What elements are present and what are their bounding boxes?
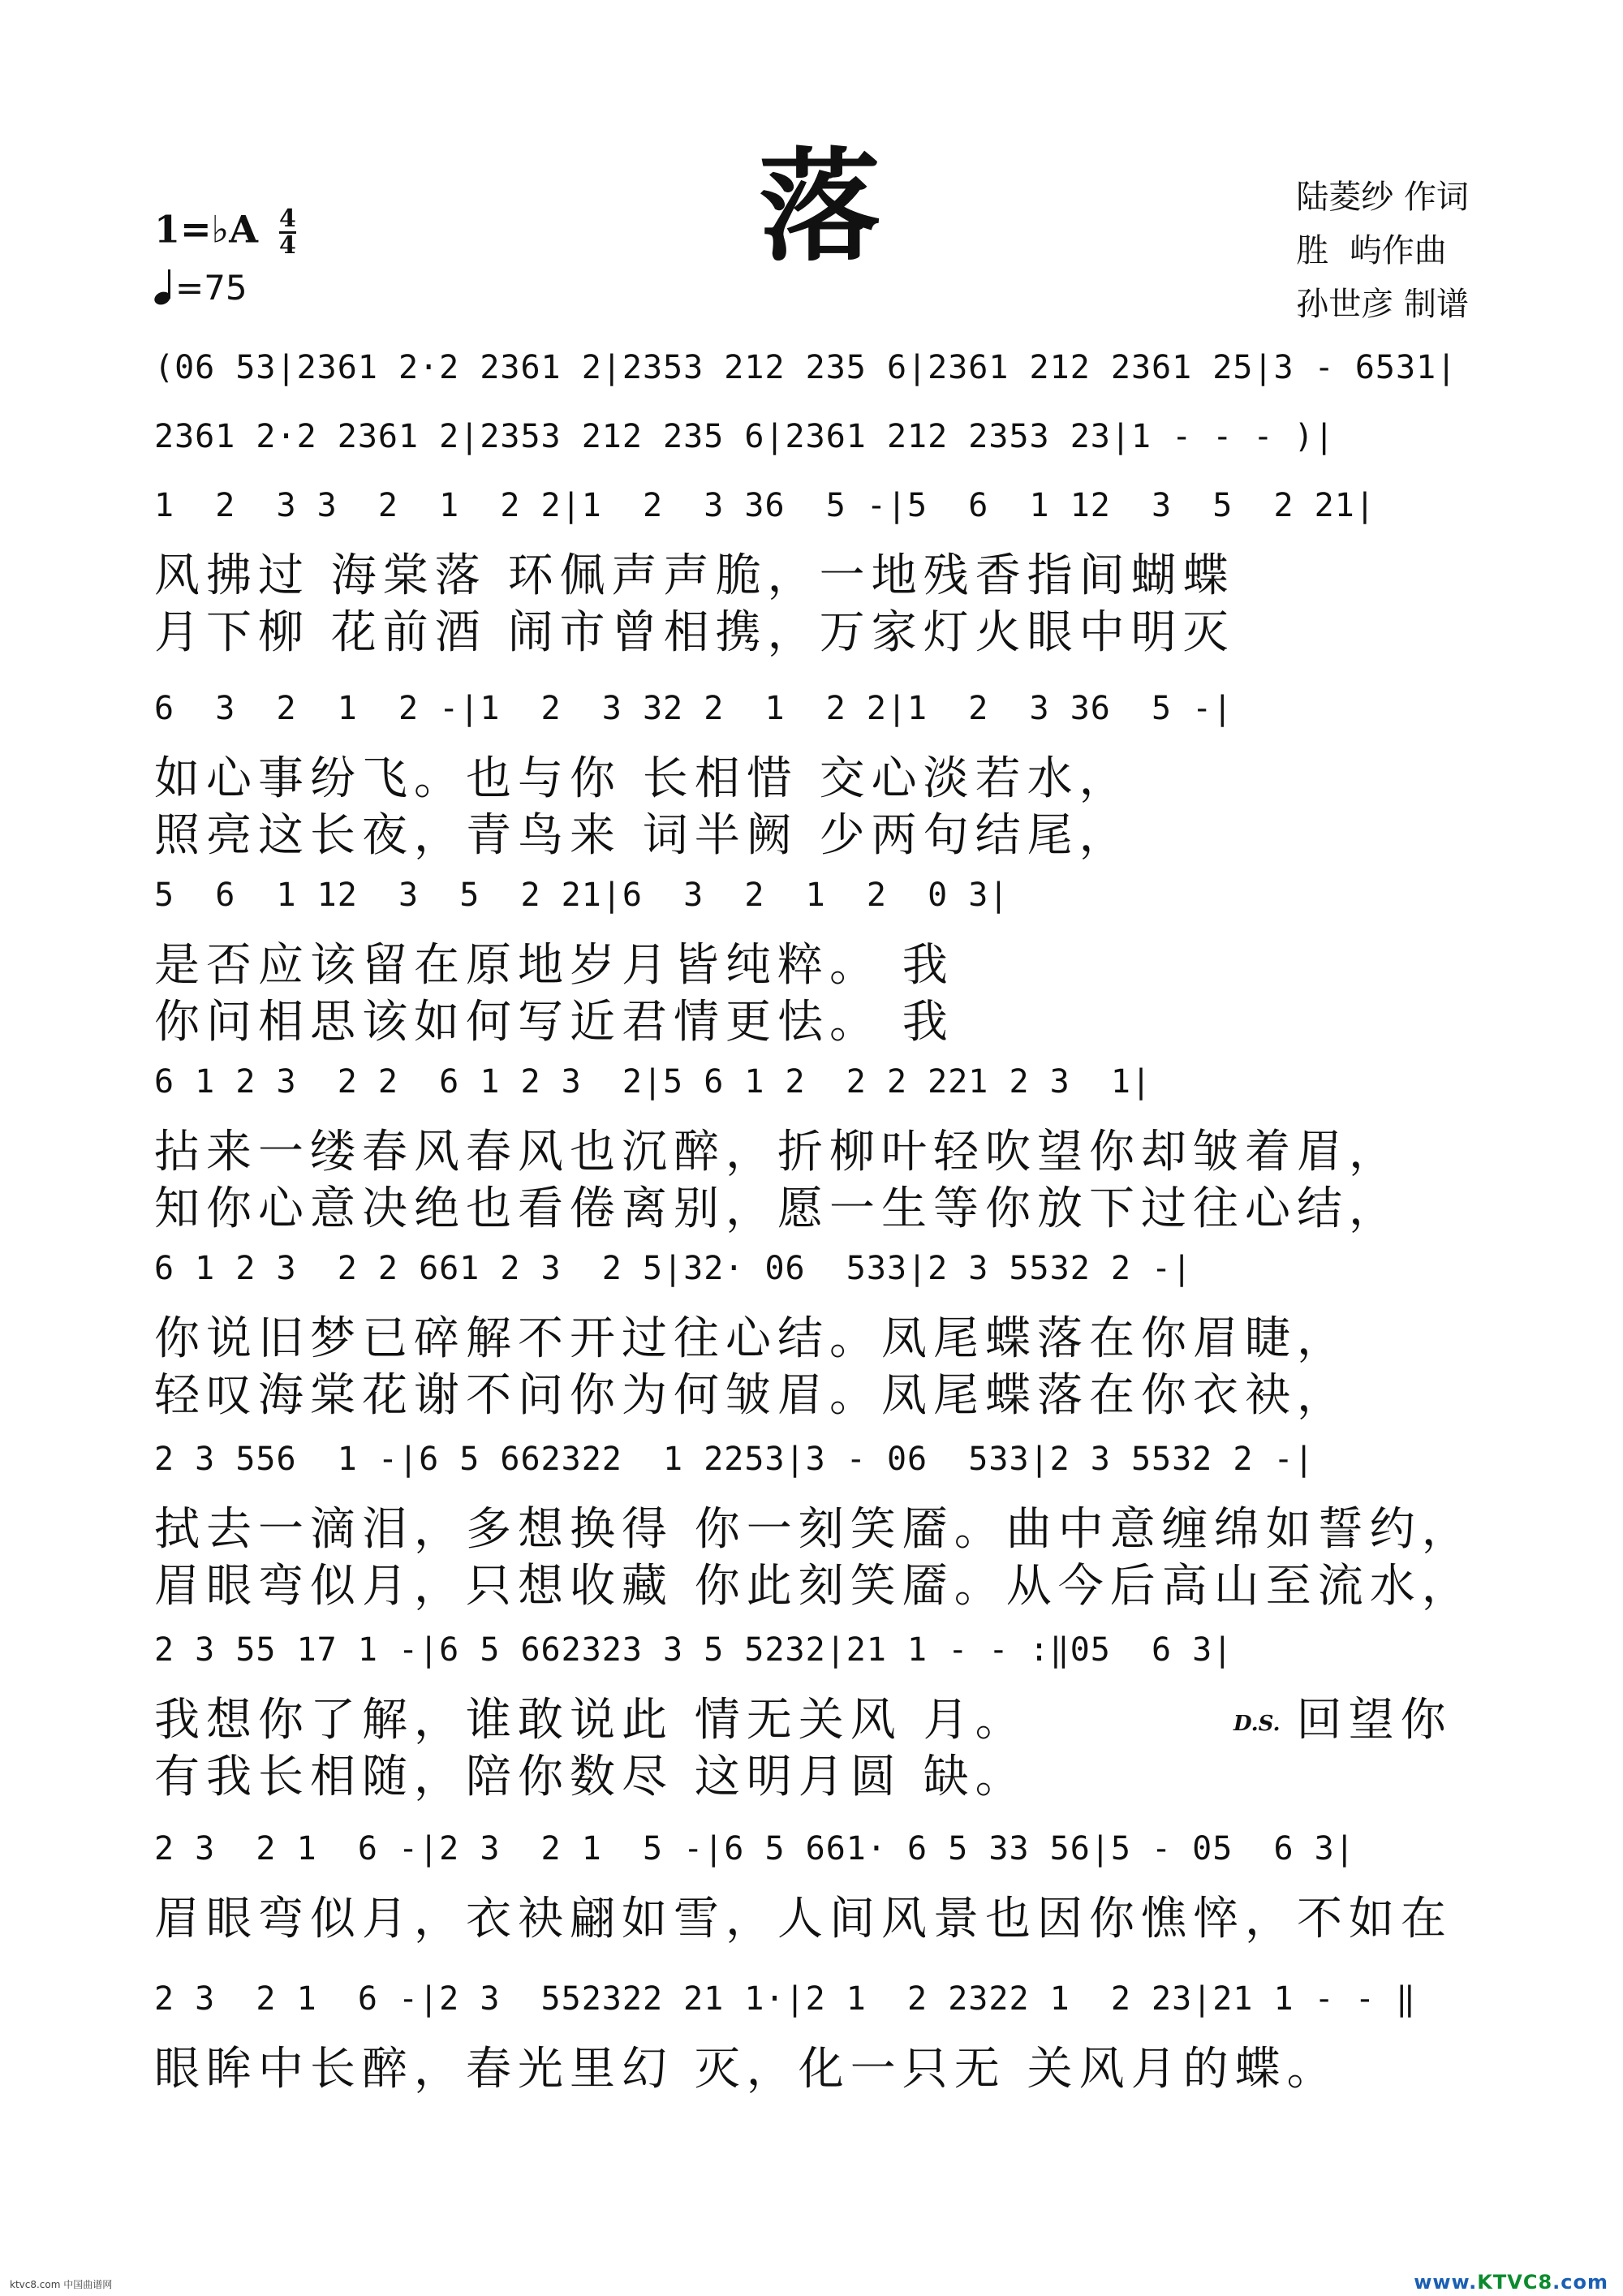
notation-row: 6 3 2 1 2 -|1 2 3 32 2 1 2 2|1 2 3 36 5 -|	[154, 690, 1233, 727]
notation-row: 2 3 2 1 6 -|2 3 552322 21 1·|2 1 2 2322 1 2 23|21 1 - - ‖	[154, 1980, 1417, 2018]
lyric-line: 拈来一缕春风春风也沉醉，折柳叶轻吹望你却皱着眉，	[154, 1126, 1401, 1178]
lyric-line: 是否应该留在原地岁月皆纯粹。 我	[154, 939, 954, 992]
footer-site-text: ktvc8.com 中国曲谱网	[10, 2279, 113, 2290]
lyricist: 陆菱纱 作词	[1296, 179, 1469, 216]
lyric-line: 轻叹海棠花谢不问你为何皱眉。凤尾蝶落在你衣袂，	[154, 1369, 1349, 1422]
key-label: 1=♭A	[154, 207, 258, 252]
lyric-line: 风拂过 海棠落 环佩声声脆，一地残香指间蝴蝶	[154, 549, 1235, 602]
key-signature	[154, 207, 296, 258]
lyric-line: 眉眼弯似月，只想收藏 你此刻笑靥。从今后高山至流水，	[154, 1560, 1474, 1613]
time-signature	[279, 207, 296, 258]
lyric-line: 你问相思该如何写近君情更怯。 我	[154, 996, 954, 1049]
lyric-line: 拭去一滴泪，多想换得 你一刻笑靥。曲中意缠绵如誓约，	[154, 1503, 1474, 1556]
lyric-line: 有我长相随，陪你数尽 这明月圆 缺。	[154, 1751, 1027, 1803]
ds-marking: D.S.	[1233, 1711, 1281, 1736]
quarter-note-icon	[154, 269, 175, 304]
lyric-line: 知你心意决绝也看倦离别，愿一生等你放下过往心结，	[154, 1182, 1401, 1235]
notation-row: (06 53|2361 2·2 2361 2|2353 212 235 6|2361 212 2361 25|3 - 6531|	[154, 349, 1457, 386]
lyric-line: 月下柳 花前酒 闹市曾相携，万家灯火眼中明灭	[154, 606, 1235, 659]
notation-row: 2 3 2 1 6 -|2 3 2 1 5 -|6 5 661· 6 5 33 56|5 - 05 6 3|	[154, 1830, 1355, 1867]
tempo-marking	[154, 268, 248, 308]
credits	[1296, 170, 1469, 331]
lyric-line: 如心事纷飞。也与你 长相惜 交心淡若水，	[154, 752, 1131, 805]
notation-row: 1 2 3 3 2 1 2 2|1 2 3 36 5 -|5 6 1 12 3 5 2 21|	[154, 487, 1375, 524]
notation-row: 2 3 556 1 -|6 5 662322 1 2253|3 - 06 533|2 3 5532 2 -|	[154, 1441, 1315, 1478]
tempo-value: =75	[175, 268, 248, 308]
notation-row: 6 1 2 3 2 2 661 2 3 2 5|32· 06 533|2 3 5532 2 -|	[154, 1250, 1193, 1287]
ds-segment	[1233, 1684, 1453, 1749]
notation-row: 6 1 2 3 2 2 6 1 2 3 2|5 6 1 2 2 2 221 2 3 1|	[154, 1063, 1152, 1101]
notation-row: 5 6 1 12 3 5 2 21|6 3 2 1 2 0 3|	[154, 877, 1010, 914]
arranger: 孙世彦 制谱	[1296, 286, 1469, 323]
notation-row: 2361 2·2 2361 2|2353 212 235 6|2361 212 2353 23|1 - - - )|	[154, 418, 1335, 455]
lyric-line	[154, 1684, 1027, 1749]
time-bottom: 4	[278, 231, 296, 260]
composer: 胜 屿作曲	[1296, 232, 1447, 269]
lyric-text: 我想你了解，谁敢说此 情无关风 月。	[154, 1694, 1027, 1747]
lyric-line: 眼眸中长醉，春光里幻 灭，化一只无 关风月的蝶。	[154, 2043, 1339, 2096]
footer-watermark: www.KTVC8.com	[1414, 2271, 1608, 2294]
lyric-line: 眉眼弯似月，衣袂翩如雪，人间风景也因你憔悴，不如在	[154, 1893, 1453, 1945]
lyric-line: 照亮这长夜，青鸟来 词半阙 少两句结尾，	[154, 809, 1131, 862]
time-top: 4	[278, 205, 296, 233]
lyric-line: 你说旧梦已碎解不开过往心结。凤尾蝶落在你眉睫，	[154, 1312, 1349, 1365]
song-title: 落	[759, 136, 881, 278]
notation-row: 2 3 55 17 1 -|6 5 662323 3 5 5232|21 1 - - :‖05 6 3|	[154, 1631, 1233, 1669]
ds-lyric: 回望你	[1296, 1694, 1453, 1747]
